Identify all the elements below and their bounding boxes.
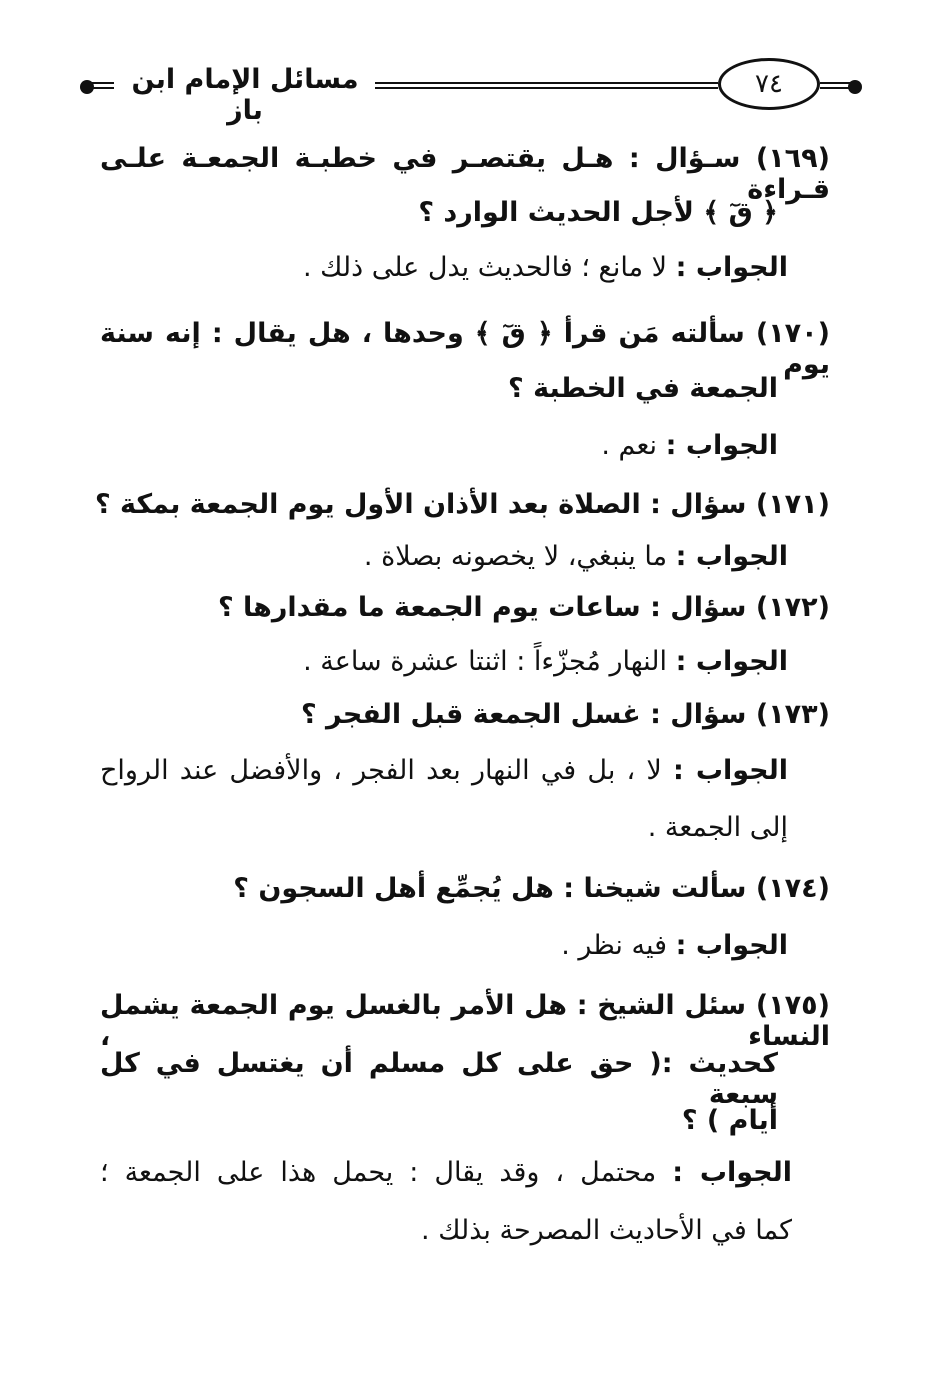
line-text: كما في الأحاديث المصرحة بذلك . bbox=[421, 1215, 792, 1246]
question-line bbox=[301, 699, 830, 730]
question-line bbox=[100, 318, 830, 380]
answer-line bbox=[561, 930, 788, 961]
header-rule-middle bbox=[375, 82, 718, 89]
line-text: (١٧١) سؤال : الصلاة بعد الأذان الأول يوم الجمعة بمكة ؟ bbox=[95, 489, 830, 520]
answer-label: الجواب : bbox=[675, 541, 788, 572]
line-text: نعم . bbox=[601, 430, 666, 461]
answer-label: الجواب : bbox=[673, 755, 788, 786]
line-text: ما ينبغي، لا يخصونه بصلاة . bbox=[363, 541, 676, 572]
line-text: الجمعة في الخطبة ؟ bbox=[508, 373, 778, 404]
answer-line bbox=[303, 252, 788, 283]
answer-line bbox=[303, 646, 788, 677]
answer-label: الجواب : bbox=[672, 1157, 792, 1188]
question-line bbox=[682, 1105, 778, 1136]
line-text: لا مانع ؛ فالحديث يدل على ذلك . bbox=[302, 252, 676, 283]
page-number bbox=[718, 58, 820, 110]
header-rule-right bbox=[820, 82, 850, 89]
question-line bbox=[100, 990, 830, 1052]
answer-label: الجواب : bbox=[675, 646, 788, 677]
line-text: (١٦٩) سـؤال : هـل يقتصـر في خطبـة الجمعـة علـى قـراءة bbox=[100, 143, 830, 205]
header-rule-dot-left bbox=[80, 80, 94, 94]
question-line bbox=[233, 873, 830, 904]
book-title: مسائل الإمام ابن باز bbox=[131, 64, 359, 126]
line-text: (١٧٣) سؤال : غسل الجمعة قبل الفجر ؟ bbox=[300, 699, 830, 730]
question-line bbox=[100, 143, 830, 205]
line-text: فيه نظر . bbox=[561, 930, 676, 961]
answer-label: الجواب : bbox=[675, 252, 788, 283]
question-line bbox=[508, 373, 778, 404]
line-text: (١٧٢) سؤال : ساعات يوم الجمعة ما مقدارها ؟ bbox=[217, 592, 830, 623]
answer-line bbox=[648, 812, 788, 843]
line-text: ﴿ قٓ ﴾ لأجل الحديث الوارد ؟ bbox=[418, 197, 778, 228]
line-text: إلى الجمعة . bbox=[647, 812, 788, 843]
answer-line bbox=[100, 755, 788, 786]
question-line bbox=[95, 489, 830, 520]
line-text: كحديث :( حق على كل مسلم أن يغتسل في كل سبعة bbox=[100, 1048, 778, 1110]
page-header bbox=[0, 0, 944, 130]
answer-line bbox=[601, 430, 778, 461]
header-rule-dot-right bbox=[848, 80, 862, 94]
line-text: لا ، بل في النهار بعد الفجر ، والأفضل عند الرواح bbox=[100, 755, 674, 786]
answer-label: الجواب : bbox=[675, 930, 788, 961]
line-text: النهار مُجزّءاً : اثنتا عشرة ساعة . bbox=[303, 646, 676, 677]
answer-line bbox=[421, 1215, 792, 1246]
question-line bbox=[418, 197, 778, 228]
question-line bbox=[100, 1048, 778, 1110]
line-text: (١٧٠) سألته مَن قرأ ﴿ قٓ ﴾ وحدها ، هل يقال : إنه سنة يوم bbox=[100, 318, 830, 380]
line-text: محتمل ، وقد يقال : يحمل هذا على الجمعة ؛ bbox=[100, 1157, 673, 1188]
answer-line bbox=[364, 541, 788, 572]
question-line bbox=[218, 592, 830, 623]
header-rule-left bbox=[92, 82, 114, 89]
answer-label: الجواب : bbox=[665, 430, 778, 461]
answer-line bbox=[100, 1157, 792, 1188]
line-text: أيام ) ؟ bbox=[681, 1105, 778, 1136]
page-number-text: ٧٤ bbox=[755, 69, 783, 99]
line-text: (١٧٤) سألت شيخنا : هل يُجمِّع أهل السجون ؟ bbox=[233, 873, 830, 904]
line-text: (١٧٥) سئل الشيخ : هل الأمر بالغسل يوم الجمعة يشمل النساء ، bbox=[100, 990, 830, 1052]
